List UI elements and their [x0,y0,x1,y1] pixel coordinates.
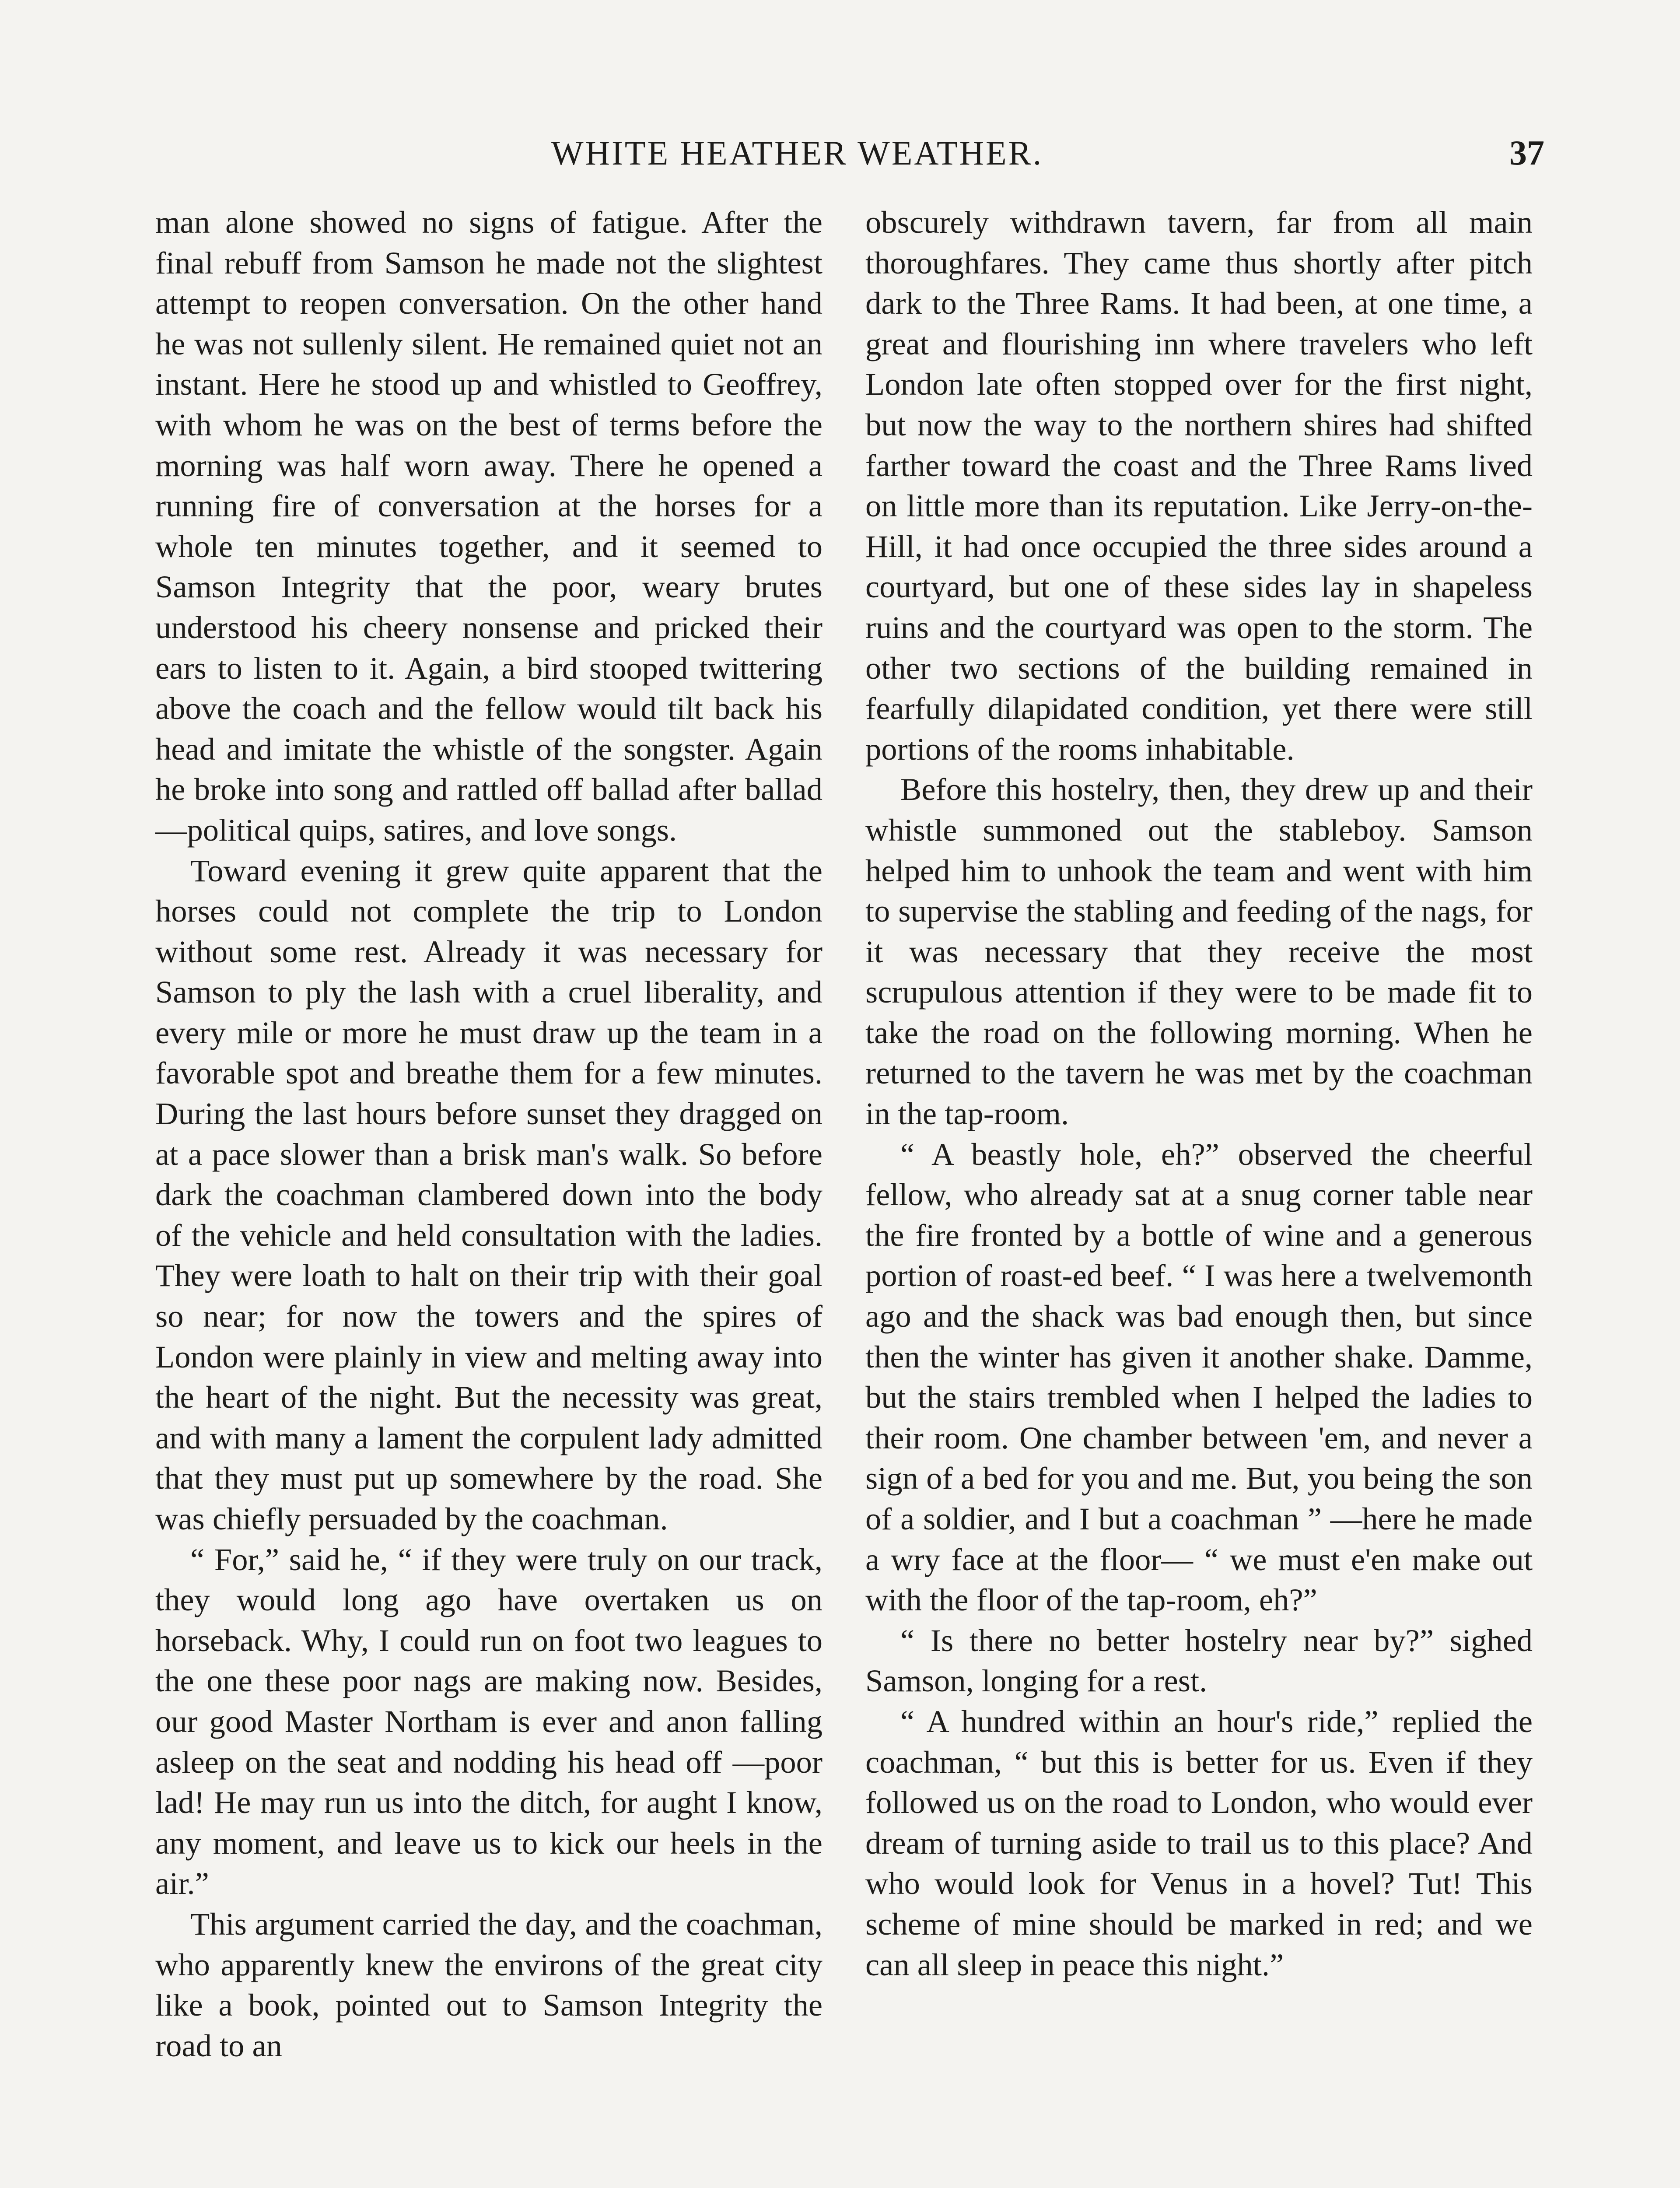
running-head [144,127,1544,179]
page-number: 37 [1509,134,1544,172]
paragraph: obscurely withdrawn tavern, far from all main thoroughfares. They came thus shortly after pitch dark to the Three Rams. It had been, at one time, a great and flourishing inn where travelers who left London late often stopped over for the first night, but now the way to the northern shires had shifted farther toward the coast and the Three Rams lived on little more than its reputation. Like Jerry-on-the-Hill, it had once occupied the three sides around a courtyard, but one of these sides lay in shapeless ruins and the courtyard was open to the storm. The other two sections of the building remained in fearfully dilapidated condition, yet there were still portions of the rooms inhabitable. [865,204,1533,767]
paragraph: Toward evening it grew quite apparent that the horses could not complete the trip to London without some rest. Already it was necessary for Samson to ply the lash with a cruel liberality, and every mile or more he must draw up the team in a favorable spot and breathe them for a few minutes. During the last hours before sunset they dragged on at a pace slower than a brisk man's walk. So before dark the coachman clambered down into the body of the vehicle and held consultation with the ladies. They were loath to halt on their trip with their goal so near; for now the towers and the spires of London were plainly in view and melting away into the heart of the night. But the necessity was great, and with many a lament the corpulent lady admitted that they must put up somewhere by the road. She was chiefly persuaded by the coachman. [155,852,822,1536]
paragraph: “ A hundred within an hour's ride,” replied the coachman, “ but this is better for us. Even if they followed us on the road to London, who would ever dream of turning aside to trail us to this place? And who would look for Venus in a hovel? Tut! This scheme of mine should be marked in red; and we can all sleep in peace this night.” [865,1703,1533,1982]
paragraph: “ A beastly hole, eh?” observed the cheerful fellow, who already sat at a snug corner table near the fire fronted by a bottle of wine and a generous portion of roast-ed beef. “ I was here a twelvemonth ago and the shack was bad enough then, but since then the winter has given it another shake. Damme, but the stairs trembled when I helped the ladies to their room. One chamber between 'em, and never a sign of a bed for you and me. But, you being the son of a soldier, and I but a coachman ” —here he made a wry face at the floor— “ we must e'en make out with the floor of the tap-room, eh?” [865,1136,1533,1618]
left-column [155,202,822,2066]
paragraph: This argument carried the day, and the coachman, who apparently knew the environs of the great city like a book, pointed out to Samson Integrity the road to an [155,1906,822,2063]
paragraph: Before this hostelry, then, they drew up and their whistle summoned out the stableboy. Samson helped him to unhook the team and went with him to supervise the stabling and feeding of the nags, for it was necessary that they receive the most scrupulous attention if they were to be made fit to take the road on the following morning. When he returned to the tavern he was met by the coachman in the tap-room. [865,771,1533,1132]
running-title: WHITE HEATHER WEATHER. [551,134,1043,172]
paragraph: “ For,” said he, “ if they were truly on our track, they would long ago have overtaken us on horseback. Why, I could run on foot two leagues to the one these poor nags are making now. Besides, our good Master Northam is ever and anon falling asleep on the seat and nodding his head off —poor lad! He may run us into the ditch, for aught I know, any moment, and leave us to kick our heels in the air.” [155,1541,822,1901]
right-column [865,202,1533,1985]
paragraph: “ Is there no better hostelry near by?” sighed Samson, longing for a rest. [865,1622,1533,1699]
paragraph: man alone showed no signs of fatigue. After the final rebuff from Samson he made not the slightest attempt to reopen conversation. On the other hand he was not sullenly silent. He remained quiet not an instant. Here he stood up and whistled to Geoffrey, with whom he was on the best of terms before the morning was half worn away. There he opened a running fire of conversation at the horses for a whole ten minutes together, and it seemed to Samson Integrity that the poor, weary brutes understood his cheery nonsense and pricked their ears to listen to it. Again, a bird stooped twittering above the coach and the fellow would tilt back his head and imitate the whistle of the songster. Again he broke into song and rattled off ballad after ballad—political quips, satires, and love songs. [155,204,822,848]
